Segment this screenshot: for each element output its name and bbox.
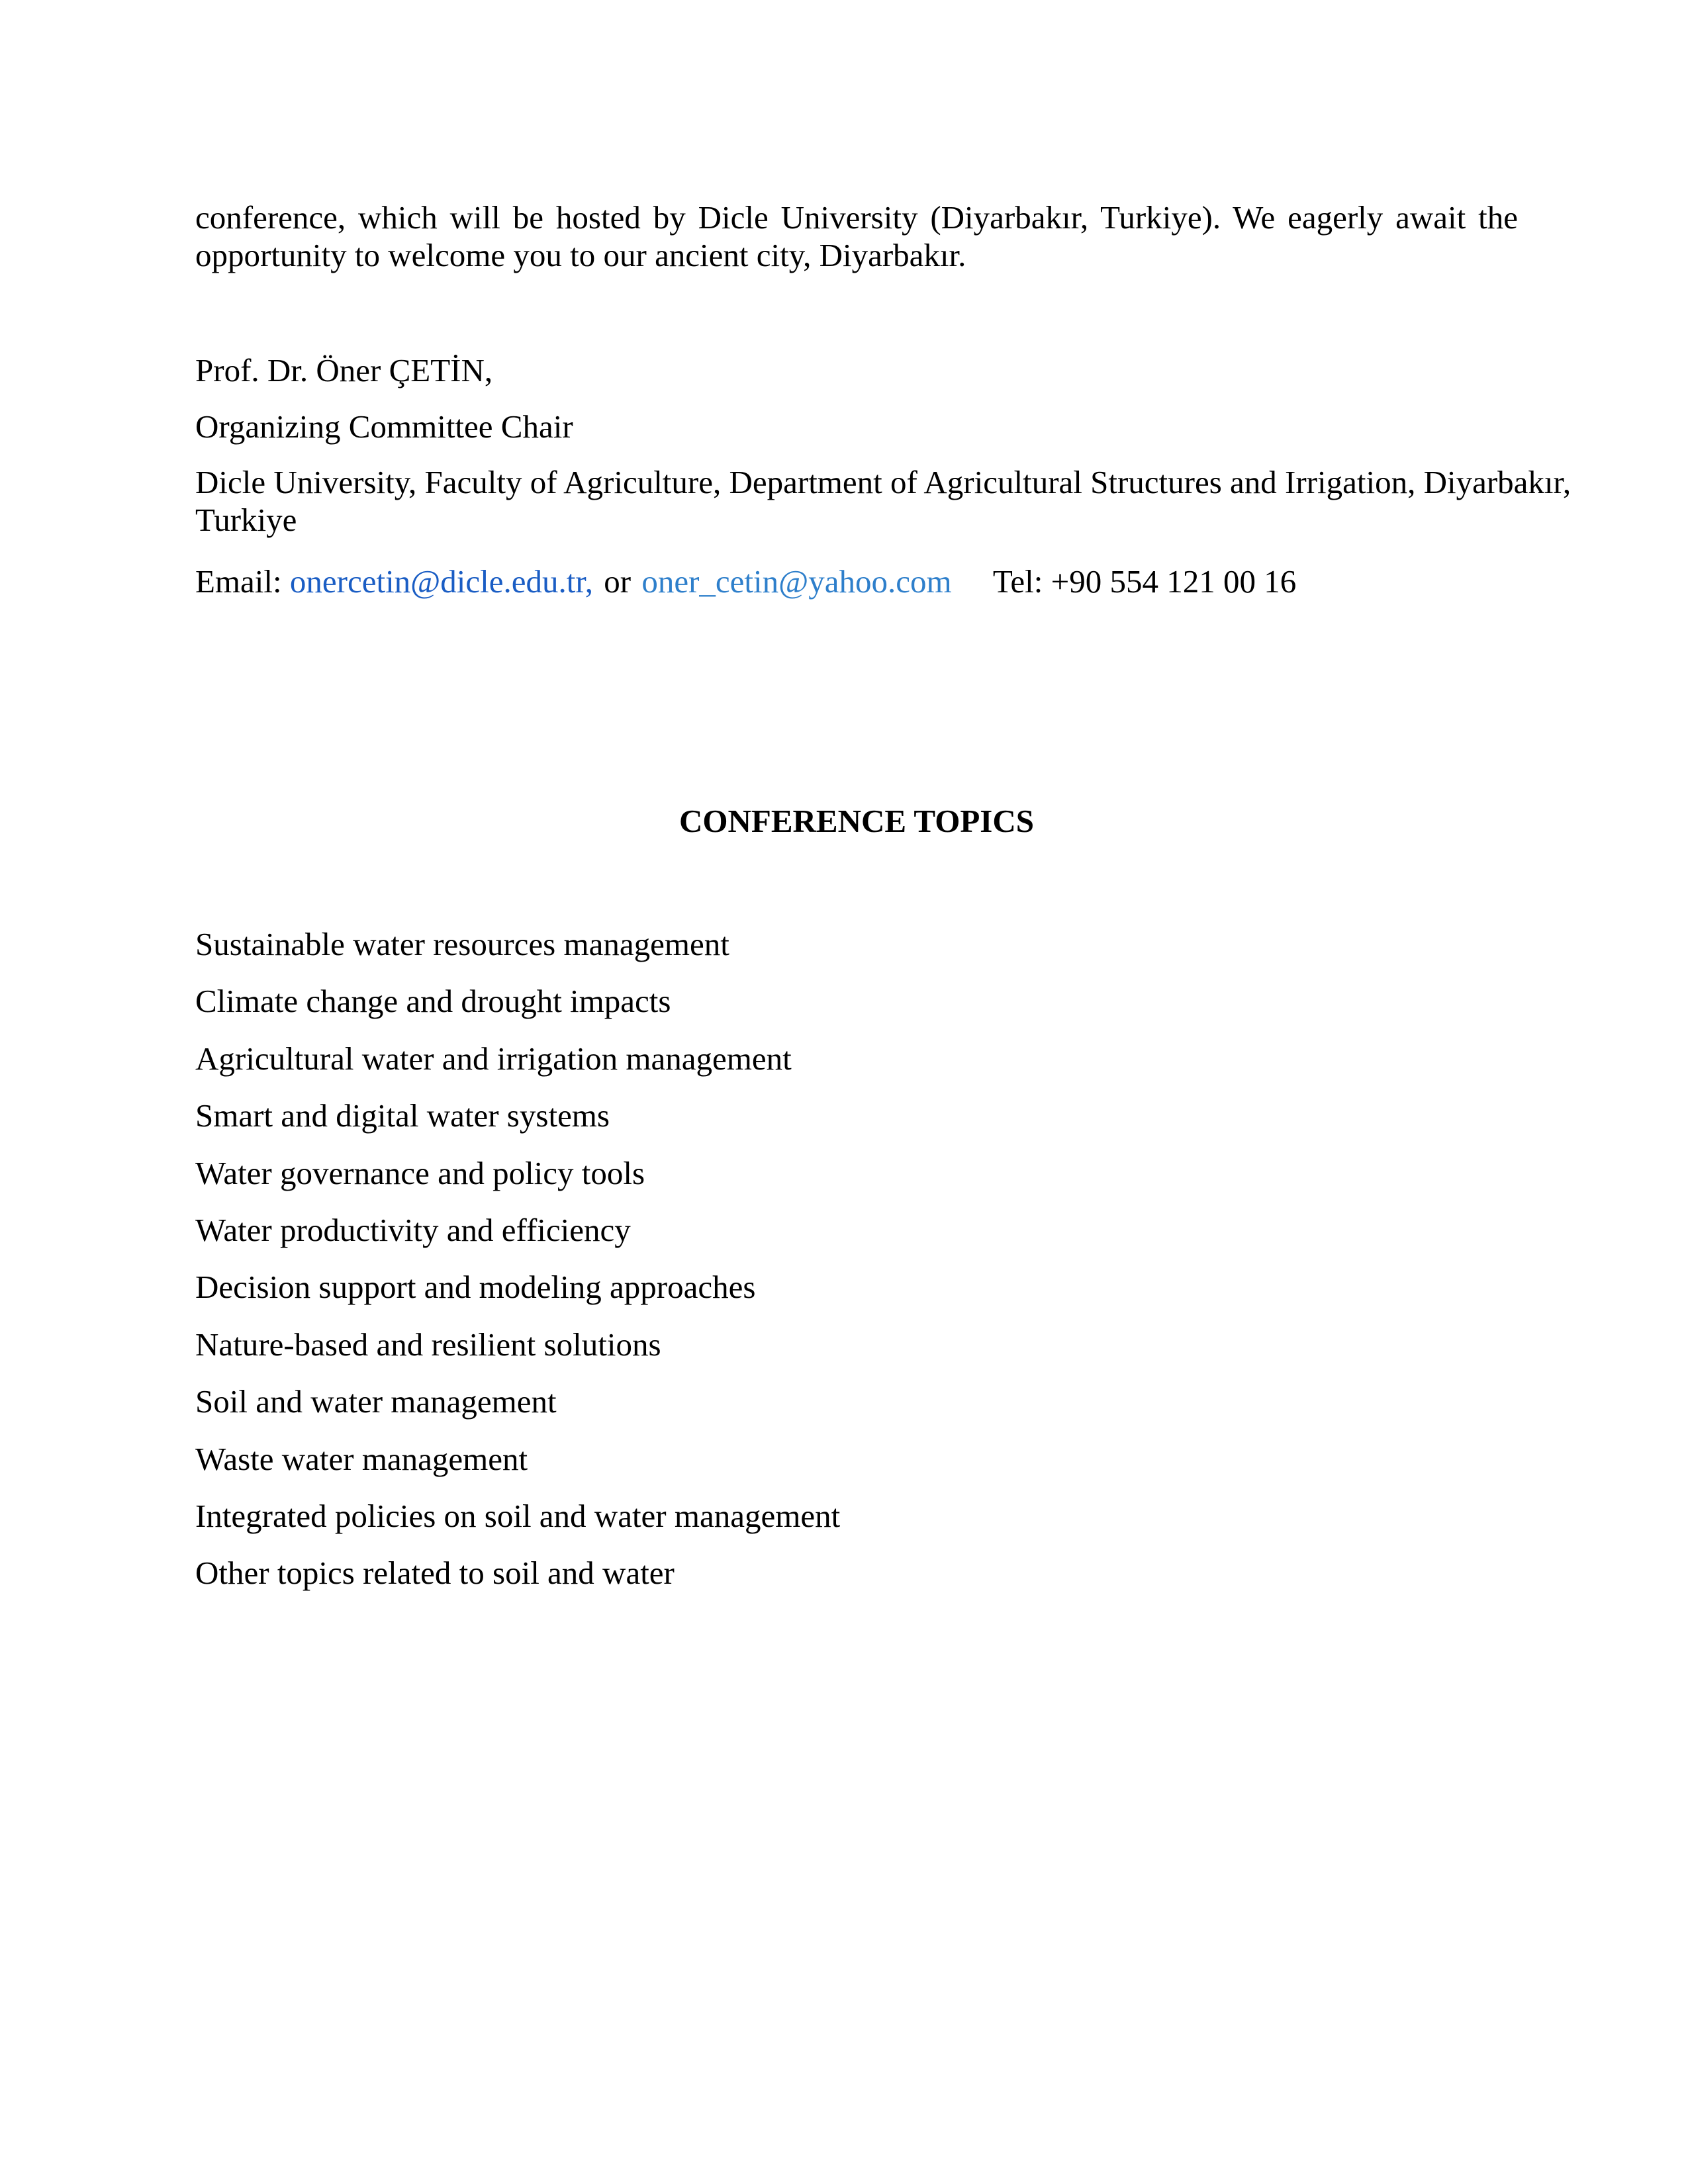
- email-conjunction: or: [604, 563, 632, 600]
- topic-item: Waste water management: [195, 1440, 528, 1477]
- signature-affiliation-line2: Turkiye: [195, 502, 297, 538]
- topic-item: Sustainable water resources management: [195, 926, 729, 962]
- topic-item: Integrated policies on soil and water management: [195, 1498, 841, 1535]
- email-link-secondary[interactable]: oner_cetin@yahoo.com: [641, 563, 952, 600]
- email-label: Email:: [195, 563, 282, 600]
- topic-item: Smart and digital water systems: [195, 1097, 610, 1134]
- topic-item: Water productivity and efficiency: [195, 1212, 631, 1249]
- topic-item: Decision support and modeling approaches: [195, 1269, 756, 1306]
- topic-item: Soil and water management: [195, 1383, 557, 1420]
- signature-affiliation: [195, 463, 1571, 539]
- intro-paragraph-line1: conference, which will be hosted by Dicle University (Diyarbakır, Turkiye). We eagerly await the: [195, 199, 1518, 236]
- contact-line: [195, 563, 1518, 600]
- topics-list: [195, 916, 1518, 1602]
- signature-role: Organizing Committee Chair: [195, 408, 573, 445]
- phone-number: Tel: +90 554 121 00 16: [992, 563, 1297, 600]
- section-heading: CONFERENCE TOPICS: [679, 803, 1034, 839]
- signature-affiliation-line1: Dicle University, Faculty of Agriculture, Department of Agricultural Structures and Irrigation, Diyarbakır,: [195, 464, 1571, 500]
- topic-item: Climate change and drought impacts: [195, 983, 671, 1020]
- topic-item: Agricultural water and irrigation management: [195, 1040, 792, 1077]
- topic-item: Other topics related to soil and water: [195, 1555, 675, 1592]
- intro-paragraph-line2: opportunity to welcome you to our ancient city, Diyarbakır.: [195, 237, 966, 273]
- topic-item: Nature-based and resilient solutions: [195, 1326, 661, 1363]
- email-link-primary[interactable]: onercetin@dicle.edu.tr,: [289, 563, 593, 600]
- topic-item: Water governance and policy tools: [195, 1154, 645, 1191]
- signature-name: Prof. Dr. Öner ÇETİN,: [195, 352, 493, 388]
